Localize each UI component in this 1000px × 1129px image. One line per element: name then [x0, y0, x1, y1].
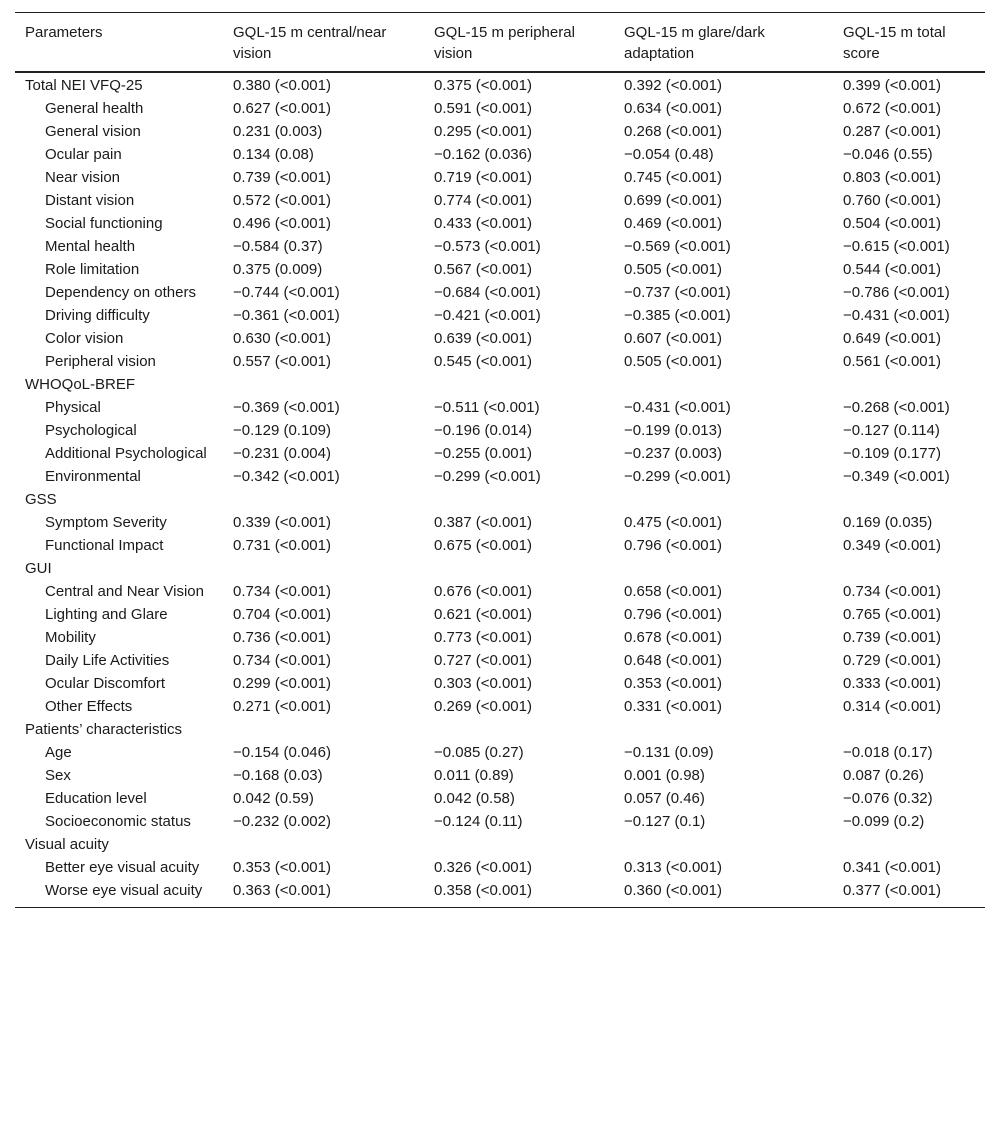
table-row: [15, 189, 985, 212]
value-cell: −0.385 (<0.001): [624, 307, 731, 324]
parameter-label: Distant vision: [45, 192, 135, 209]
value-cell: 0.561 (<0.001): [843, 353, 941, 370]
table-row: [15, 695, 985, 718]
header-peripheral-vision: GQL-15 m peripheral vision: [434, 24, 575, 62]
value-cell: −0.744 (<0.001): [233, 284, 340, 301]
value-cell: −0.342 (<0.001): [233, 468, 340, 485]
table-row: [15, 212, 985, 235]
value-cell: 0.313 (<0.001): [624, 859, 722, 876]
value-cell: 0.591 (<0.001): [434, 100, 532, 117]
value-cell: 0.557 (<0.001): [233, 353, 331, 370]
value-cell: −0.421 (<0.001): [434, 307, 541, 324]
value-cell: [424, 488, 614, 511]
value-cell: 0.658 (<0.001): [624, 583, 722, 600]
value-cell: 0.773 (<0.001): [434, 629, 532, 646]
value-cell: 0.349 (<0.001): [843, 537, 941, 554]
table-row: [15, 626, 985, 649]
parameter-label: Additional Psychological: [45, 445, 207, 462]
value-cell: 0.011 (0.89): [434, 767, 514, 784]
value-cell: 0.648 (<0.001): [624, 652, 722, 669]
table-header: [15, 13, 985, 73]
value-cell: [424, 833, 614, 856]
value-cell: −0.511 (<0.001): [434, 399, 540, 416]
value-cell: 0.505 (<0.001): [624, 353, 722, 370]
table-row: [15, 72, 985, 97]
table-row: [15, 718, 985, 741]
parameter-label: Near vision: [45, 169, 121, 186]
parameter-label: Mental health: [45, 238, 136, 255]
parameter-label: Socioeconomic status: [45, 813, 191, 830]
value-cell: −0.237 (0.003): [624, 445, 722, 462]
value-cell: −0.349 (<0.001): [843, 468, 950, 485]
parameter-label: General vision: [45, 123, 141, 140]
value-cell: −0.127 (0.1): [624, 813, 706, 830]
parameter-label: Age: [45, 744, 72, 761]
section-label: Visual acuity: [25, 836, 109, 853]
value-cell: 0.269 (<0.001): [434, 698, 532, 715]
value-cell: [223, 373, 424, 396]
value-cell: 0.639 (<0.001): [434, 330, 532, 347]
table-row: [15, 879, 985, 908]
value-cell: −0.268 (<0.001): [843, 399, 950, 416]
parameter-label: Dependency on others: [45, 284, 196, 301]
value-cell: −0.085 (0.27): [434, 744, 524, 761]
table-row: [15, 810, 985, 833]
value-cell: 0.731 (<0.001): [233, 537, 331, 554]
parameter-label: Role limitation: [45, 261, 140, 278]
value-cell: [833, 488, 985, 511]
table-row: [15, 488, 985, 511]
value-cell: 0.739 (<0.001): [233, 169, 331, 186]
value-cell: 0.675 (<0.001): [434, 537, 532, 554]
value-cell: 0.727 (<0.001): [434, 652, 532, 669]
parameter-label: Sex: [45, 767, 71, 784]
value-cell: [223, 833, 424, 856]
parameter-label: Psychological: [45, 422, 137, 439]
value-cell: 0.505 (<0.001): [624, 261, 722, 278]
table-row: [15, 764, 985, 787]
value-cell: 0.504 (<0.001): [843, 215, 941, 232]
value-cell: 0.475 (<0.001): [624, 514, 722, 531]
value-cell: 0.399 (<0.001): [843, 77, 941, 94]
value-cell: −0.232 (0.002): [233, 813, 331, 830]
value-cell: [223, 488, 424, 511]
value-cell: −0.127 (0.114): [843, 422, 940, 439]
table-row: [15, 235, 985, 258]
table-row: [15, 396, 985, 419]
header-central-near-vision: GQL-15 m central/near vision: [233, 24, 387, 62]
value-cell: 0.339 (<0.001): [233, 514, 331, 531]
value-cell: 0.544 (<0.001): [843, 261, 941, 278]
value-cell: 0.739 (<0.001): [843, 629, 941, 646]
parameter-label: Color vision: [45, 330, 124, 347]
value-cell: [614, 488, 833, 511]
value-cell: 0.796 (<0.001): [624, 606, 722, 623]
parameter-label: Symptom Severity: [45, 514, 167, 531]
header-glare-dark-adaptation: GQL-15 m glare/dark adaptation: [624, 24, 765, 62]
header-row: [15, 13, 985, 73]
value-cell: 0.001 (0.98): [624, 767, 705, 784]
value-cell: 0.231 (0.003): [233, 123, 323, 140]
value-cell: 0.765 (<0.001): [843, 606, 941, 623]
value-cell: −0.431 (<0.001): [843, 307, 950, 324]
value-cell: 0.745 (<0.001): [624, 169, 722, 186]
value-cell: 0.287 (<0.001): [843, 123, 941, 140]
table-row: [15, 143, 985, 166]
value-cell: −0.615 (<0.001): [843, 238, 950, 255]
table-row: [15, 580, 985, 603]
table-row: [15, 166, 985, 189]
value-cell: 0.042 (0.59): [233, 790, 314, 807]
value-cell: [614, 833, 833, 856]
header-parameters: Parameters: [25, 24, 103, 41]
table-row: [15, 856, 985, 879]
value-cell: −0.199 (0.013): [624, 422, 722, 439]
value-cell: 0.433 (<0.001): [434, 215, 532, 232]
table-body: [15, 72, 985, 908]
table-row: [15, 603, 985, 626]
value-cell: −0.569 (<0.001): [624, 238, 731, 255]
value-cell: −0.737 (<0.001): [624, 284, 731, 301]
value-cell: 0.704 (<0.001): [233, 606, 331, 623]
value-cell: 0.377 (<0.001): [843, 882, 941, 899]
correlation-table: [15, 12, 985, 908]
parameter-label: Ocular pain: [45, 146, 122, 163]
value-cell: 0.630 (<0.001): [233, 330, 331, 347]
value-cell: [833, 718, 985, 741]
value-cell: 0.314 (<0.001): [843, 698, 941, 715]
value-cell: 0.134 (0.08): [233, 146, 314, 163]
value-cell: 0.333 (<0.001): [843, 675, 941, 692]
table-row: [15, 419, 985, 442]
value-cell: 0.387 (<0.001): [434, 514, 532, 531]
table-row: [15, 258, 985, 281]
value-cell: −0.299 (<0.001): [624, 468, 731, 485]
value-cell: 0.299 (<0.001): [233, 675, 331, 692]
parameter-label: Education level: [45, 790, 147, 807]
table-row: [15, 833, 985, 856]
section-label: Patients’ characteristics: [25, 721, 183, 738]
table-row: [15, 672, 985, 695]
value-cell: 0.331 (<0.001): [624, 698, 722, 715]
value-cell: 0.734 (<0.001): [233, 652, 331, 669]
section-label: GUI: [25, 560, 52, 577]
value-cell: −0.684 (<0.001): [434, 284, 541, 301]
parameter-label: Other Effects: [45, 698, 133, 715]
parameter-label: Worse eye visual acuity: [45, 882, 203, 899]
table-row: [15, 97, 985, 120]
value-cell: [614, 373, 833, 396]
value-cell: −0.231 (0.004): [233, 445, 331, 462]
table-row: [15, 649, 985, 672]
parameter-label: Ocular Discomfort: [45, 675, 166, 692]
value-cell: −0.129 (0.109): [233, 422, 331, 439]
value-cell: −0.573 (<0.001): [434, 238, 541, 255]
value-cell: 0.572 (<0.001): [233, 192, 331, 209]
value-cell: −0.099 (0.2): [843, 813, 925, 830]
table-row: [15, 534, 985, 557]
parameter-label: Mobility: [45, 629, 96, 646]
value-cell: 0.627 (<0.001): [233, 100, 331, 117]
value-cell: 0.303 (<0.001): [434, 675, 532, 692]
value-cell: [833, 373, 985, 396]
value-cell: [424, 718, 614, 741]
value-cell: [223, 718, 424, 741]
value-cell: 0.734 (<0.001): [233, 583, 331, 600]
value-cell: [614, 718, 833, 741]
value-cell: 0.678 (<0.001): [624, 629, 722, 646]
parameter-label: Peripheral vision: [45, 353, 156, 370]
value-cell: 0.087 (0.26): [843, 767, 924, 784]
value-cell: 0.621 (<0.001): [434, 606, 532, 623]
parameter-label: Physical: [45, 399, 101, 416]
parameter-label: Environmental: [45, 468, 141, 485]
header-total-score: GQL-15 m total score: [843, 24, 946, 62]
value-cell: 0.496 (<0.001): [233, 215, 331, 232]
value-cell: 0.672 (<0.001): [843, 100, 941, 117]
value-cell: [833, 833, 985, 856]
value-cell: −0.196 (0.014): [434, 422, 532, 439]
value-cell: 0.803 (<0.001): [843, 169, 941, 186]
value-cell: 0.375 (<0.001): [434, 77, 532, 94]
value-cell: 0.760 (<0.001): [843, 192, 941, 209]
value-cell: 0.295 (<0.001): [434, 123, 532, 140]
table-row: [15, 787, 985, 810]
value-cell: [833, 557, 985, 580]
value-cell: [424, 557, 614, 580]
section-label: GSS: [25, 491, 57, 508]
value-cell: −0.299 (<0.001): [434, 468, 541, 485]
value-cell: 0.729 (<0.001): [843, 652, 941, 669]
value-cell: −0.046 (0.55): [843, 146, 933, 163]
value-cell: [223, 557, 424, 580]
table-row: [15, 327, 985, 350]
value-cell: −0.154 (0.046): [233, 744, 331, 761]
value-cell: 0.268 (<0.001): [624, 123, 722, 140]
value-cell: 0.363 (<0.001): [233, 882, 331, 899]
table-row: [15, 120, 985, 143]
table-row: [15, 741, 985, 764]
table-row: [15, 304, 985, 327]
value-cell: 0.545 (<0.001): [434, 353, 532, 370]
value-cell: [424, 373, 614, 396]
value-cell: −0.255 (0.001): [434, 445, 532, 462]
section-label: Total NEI VFQ-25: [25, 77, 143, 94]
value-cell: −0.131 (0.09): [624, 744, 714, 761]
value-cell: 0.392 (<0.001): [624, 77, 722, 94]
value-cell: 0.375 (0.009): [233, 261, 323, 278]
value-cell: 0.734 (<0.001): [843, 583, 941, 600]
value-cell: 0.169 (0.035): [843, 514, 933, 531]
value-cell: −0.018 (0.17): [843, 744, 933, 761]
value-cell: 0.699 (<0.001): [624, 192, 722, 209]
value-cell: 0.353 (<0.001): [233, 859, 331, 876]
value-cell: 0.736 (<0.001): [233, 629, 331, 646]
value-cell: 0.469 (<0.001): [624, 215, 722, 232]
table-row: [15, 373, 985, 396]
parameter-label: Functional Impact: [45, 537, 164, 554]
value-cell: −0.054 (0.48): [624, 146, 714, 163]
table-row: [15, 557, 985, 580]
value-cell: [614, 557, 833, 580]
value-cell: −0.786 (<0.001): [843, 284, 950, 301]
value-cell: −0.369 (<0.001): [233, 399, 340, 416]
parameter-label: General health: [45, 100, 144, 117]
value-cell: 0.358 (<0.001): [434, 882, 532, 899]
parameter-label: Better eye visual acuity: [45, 859, 200, 876]
value-cell: 0.360 (<0.001): [624, 882, 722, 899]
table-row: [15, 281, 985, 304]
value-cell: 0.774 (<0.001): [434, 192, 532, 209]
value-cell: 0.607 (<0.001): [624, 330, 722, 347]
table-row: [15, 442, 985, 465]
value-cell: 0.341 (<0.001): [843, 859, 941, 876]
table-row: [15, 350, 985, 373]
value-cell: −0.361 (<0.001): [233, 307, 340, 324]
value-cell: −0.076 (0.32): [843, 790, 933, 807]
value-cell: 0.042 (0.58): [434, 790, 515, 807]
section-label: WHOQoL-BREF: [25, 376, 136, 393]
value-cell: −0.168 (0.03): [233, 767, 323, 784]
value-cell: 0.057 (0.46): [624, 790, 705, 807]
value-cell: −0.109 (0.177): [843, 445, 941, 462]
parameter-label: Social functioning: [45, 215, 163, 232]
parameter-label: Lighting and Glare: [45, 606, 168, 623]
table-row: [15, 511, 985, 534]
value-cell: 0.353 (<0.001): [624, 675, 722, 692]
value-cell: 0.676 (<0.001): [434, 583, 532, 600]
value-cell: 0.380 (<0.001): [233, 77, 331, 94]
value-cell: −0.431 (<0.001): [624, 399, 731, 416]
value-cell: 0.719 (<0.001): [434, 169, 532, 186]
value-cell: 0.326 (<0.001): [434, 859, 532, 876]
value-cell: 0.634 (<0.001): [624, 100, 722, 117]
value-cell: −0.124 (0.11): [434, 813, 523, 830]
value-cell: 0.271 (<0.001): [233, 698, 331, 715]
value-cell: −0.584 (0.37): [233, 238, 323, 255]
value-cell: 0.649 (<0.001): [843, 330, 941, 347]
table-row: [15, 465, 985, 488]
parameter-label: Driving difficulty: [45, 307, 150, 324]
parameter-label: Central and Near Vision: [45, 583, 204, 600]
value-cell: 0.796 (<0.001): [624, 537, 722, 554]
value-cell: 0.567 (<0.001): [434, 261, 532, 278]
parameter-label: Daily Life Activities: [45, 652, 170, 669]
value-cell: −0.162 (0.036): [434, 146, 532, 163]
